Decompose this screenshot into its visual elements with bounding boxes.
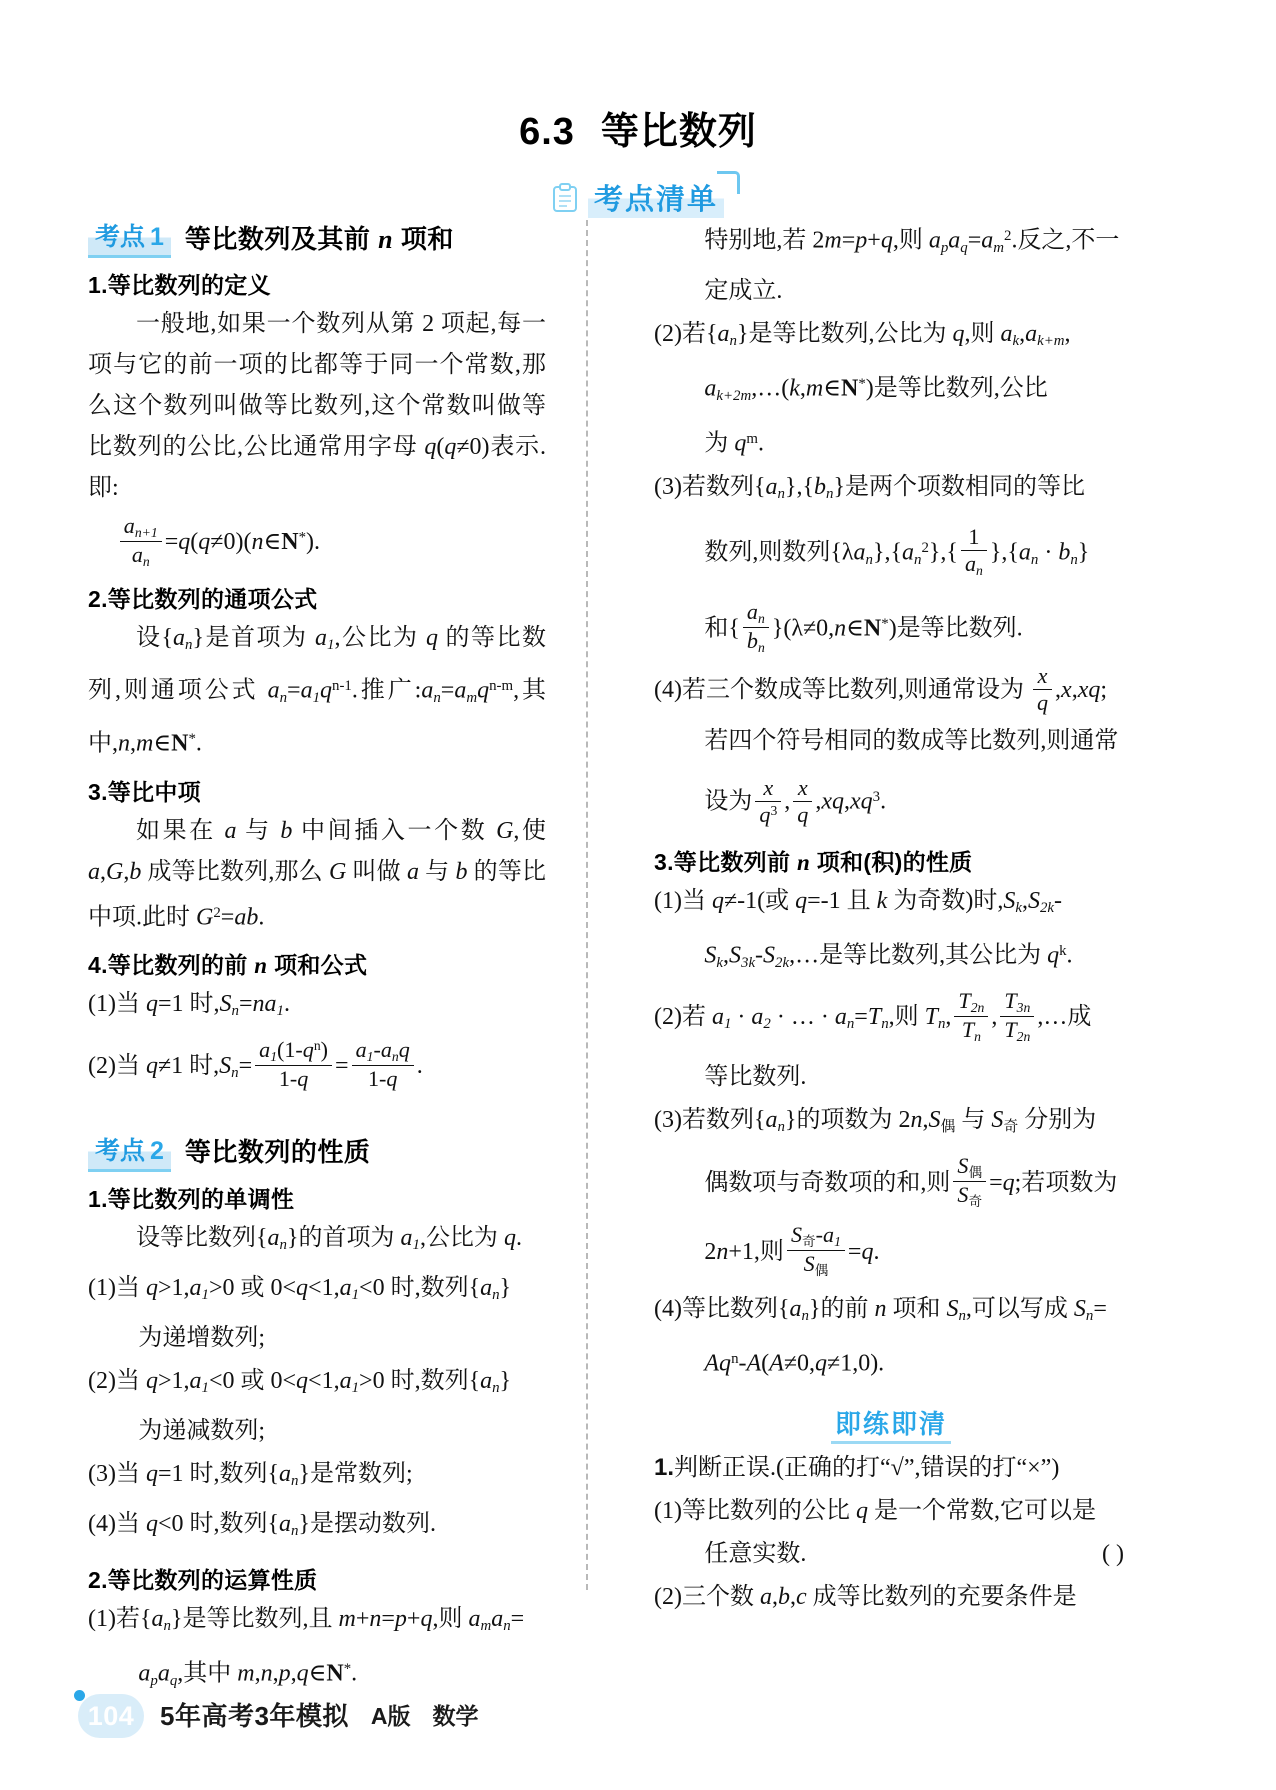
jilian-label: 即练即清 [831, 1409, 951, 1444]
operation-property-2: (2)若$\{a_n\}$是等比数列,公比为 q,则 $a_k,a_{k+m}$, [654, 320, 1071, 350]
sum-property-2-cont: 等比数列. [704, 1064, 807, 1091]
column-divider [586, 220, 588, 1590]
sum-property-3-cont2: 2n+1,则 $\frac{S_奇-a_1}{S_偶}$ =q. [704, 1222, 880, 1279]
exercise-1-sub1-cont: 任意实数. ( ) [654, 1534, 1128, 1575]
kaodian-2-header [88, 1130, 546, 1172]
sum-property-3-cont1: 偶数项与奇数项的和,则 $\frac{S_偶}{S_奇}$ =q;若项数为 [704, 1153, 1118, 1210]
exercise-1-lead: 1.判断正误.(正确的打“√”,错误的打“×”) [654, 1454, 1060, 1482]
kaodian-2-tag: 考点 2 [88, 1130, 171, 1172]
sum-property-2: (2)若 $a_1 \cdot a_2$ · … · $a_n=T_n$,则 $T_n$, $\frac{T_{2n}}{T_n}$ , $\frac{T_{3n}}{T_{2n}}$ ,…成 [654, 988, 1092, 1044]
sum-property-4: (4)等比数列$\{a_n\}$的前 n 项和 $S_n$,可以写成 $S_n=$ [654, 1295, 1107, 1324]
formula-sum-case2: (2)当 q≠1 时$,S_n=$ $\frac{a_1(1-q^n)}{1-q}$ = $\frac{a_1-a_nq}{1-q}$ . [88, 1037, 423, 1092]
monotonicity-case1: (1)当 $q>1,a_1>0$ 或 $0<q<1,a_1<0$ 时,数列$\{a_n\}$ [88, 1274, 512, 1304]
jilian-jiqing-banner [654, 1404, 1128, 1441]
formula-ratio-definition: $\frac{a_{n+1}}{a_n}$ =q(q≠0)(n∈N*). [88, 515, 546, 572]
operation-property-1-special-cont: 定成立. [704, 277, 783, 304]
operation-property-4-cont1: 若四个符号相同的数成等比数列,则通常 [704, 728, 1119, 755]
paragraph-monotonicity: 设等比数列$\{a_n\}$的首项为 $a_1$,公比为 q. [136, 1224, 522, 1253]
operation-property-1-special: 特别地,若 2m=p+q,则 $a_pa_q=a_m^2$.反之,不一 [704, 227, 1120, 256]
section-title: 等比数列 [600, 111, 757, 153]
left-column [0, 216, 560, 1689]
monotonicity-case3: (3)当 q=1 时,数列$\{a_n\}$是常数列; [88, 1461, 413, 1490]
footer-subject: 数学 [432, 1703, 479, 1729]
kaodian-1-tag: 考点 1 [88, 216, 171, 258]
operation-property-2-cont2: 为 $q^m$. [704, 430, 764, 457]
kaodian-2-title: 等比数列的性质 [184, 1137, 371, 1168]
heading-1-3: 3.等比中项 [88, 778, 201, 805]
operation-property-1-cont: $a_pa_q$,其中 m,n,p,q∈N*. [138, 1660, 358, 1689]
operation-property-4: (4)若三个数成等比数列,则通常设为 $\frac{x}{q}$ ,x,xq; [654, 663, 1108, 716]
operation-property-1: (1)若$\{a_n\}$是等比数列,且 m+n=p+q,则 $a_ma_n=$ [88, 1605, 525, 1634]
monotonicity-case4: (4)当 q<0 时,数列$\{a_n\}$是摆动数列. [88, 1511, 437, 1540]
formula-sum-case1: (1)当 q=1 时$,S_n=na_1$. [88, 991, 290, 1020]
operation-property-3-cont2: 和{ $\frac{a_n}{b_n}$ }(λ≠0,n∈N*)是等比数列. [704, 599, 1023, 656]
exercise-1-sub2: (2)三个数 a,b,c 成等比数列的充要条件是 [654, 1584, 1077, 1611]
page-number: 104 [87, 1700, 135, 1731]
sum-property-4-cont: $Aq^n-A(A\ne 0,q\ne 1,0)$. [704, 1350, 885, 1377]
operation-property-2-cont1: $a_{k+2m},\dots(k,m\in N^*)$是等比数列,公比 [704, 375, 1048, 404]
exercise-1-sub1: (1)等比数列的公比 q 是一个常数,它可以是 [654, 1498, 1096, 1525]
heading-2-3: 3.等比数列前 n 项和(积)的性质 [654, 849, 973, 876]
footer-brand: 5年高考3年模拟 [160, 1701, 349, 1731]
operation-property-4-cont2: 设为 $\frac{x}{q^3}$ , $\frac{x}{q}$ $,xq,xq^3$. [704, 774, 887, 827]
monotonicity-case1-cont: 为递增数列; [138, 1325, 266, 1352]
page-title [0, 0, 1276, 155]
operation-property-3: (3)若数列$\{a_n\},\{b_n\}$是两个项数相同的等比 [654, 473, 1085, 502]
heading-1-2: 2.等比数列的通项公式 [88, 585, 318, 612]
heading-1-4: 4.等比数列的前 n 项和公式 [88, 952, 368, 979]
footer-text [160, 1696, 479, 1733]
heading-2-1: 1.等比数列的单调性 [88, 1185, 295, 1212]
sum-property-1-cont: $S_k,S_{3k}-S_{2k},\dots$是等比数列,其公比为 $q^k$. [704, 943, 1073, 972]
kaodian-1-header [88, 216, 546, 258]
right-column [614, 216, 1174, 1656]
monotonicity-case2-cont: 为递减数列; [138, 1418, 266, 1445]
banner-corner-decoration [717, 171, 740, 194]
clipboard-icon [552, 183, 578, 213]
kaodian-1-title: 等比数列及其前 n 项和 [184, 223, 454, 254]
section-number: 6.3 [519, 111, 575, 153]
paragraph-general-term: 设$\{a_n\}$是首项为 $a_1$,公比为 q 的等比数列,则通项公式 $a_n=a_1q^{n-1}$.推广$:a_n=a_mq^{n-m}$,其中,n,m∈N*. [88, 624, 547, 757]
paragraph-geometric-mean: 如果在 a 与 b 中间插入一个数 G,使 a,G,b 成等比数列,那么 G 叫做 a 与 b 的等比中项.此时 $G^2=ab$. [88, 817, 547, 931]
monotonicity-case2: (2)当 $q>1,a_1<0$ 或 $0<q<1,a_1>0$ 时,数列$\{a_n\}$ [88, 1368, 512, 1397]
heading-2-2: 2.等比数列的运算性质 [88, 1566, 318, 1593]
sum-property-1: (1)当 q≠-1(或 q=-1 且 k 为奇数)时$,S_k,S_{2k}-$ [654, 888, 1062, 917]
sum-property-3: (3)若数列$\{a_n\}$的项数为 $2n,S_偶$ 与 $S_奇$ 分别为 [654, 1107, 1097, 1136]
footer-edition: A版 [370, 1703, 411, 1729]
heading-1-1: 1.等比数列的定义 [88, 272, 271, 298]
banner-label: 考点清单 [588, 177, 724, 218]
answer-blank[interactable]: ( ) [1102, 1541, 1124, 1568]
page-footer [0, 1694, 1276, 1754]
operation-property-3-cont1: 数列,则数列$\{\lambda a_n\},\{a_n^2\}$,{ $\frac{1}{a_n}$ }$,\{a_n \cdot b_n\}$ [704, 524, 1090, 579]
paragraph-definition: 一般地,如果一个数列从第 2 项起,每一项与它的前一项的比都等于同一个常数,那么这个数列叫做等比数列,这个常数叫做等比数列的公比,公比通常用字母 q(q≠0)表示.即: [88, 311, 546, 501]
